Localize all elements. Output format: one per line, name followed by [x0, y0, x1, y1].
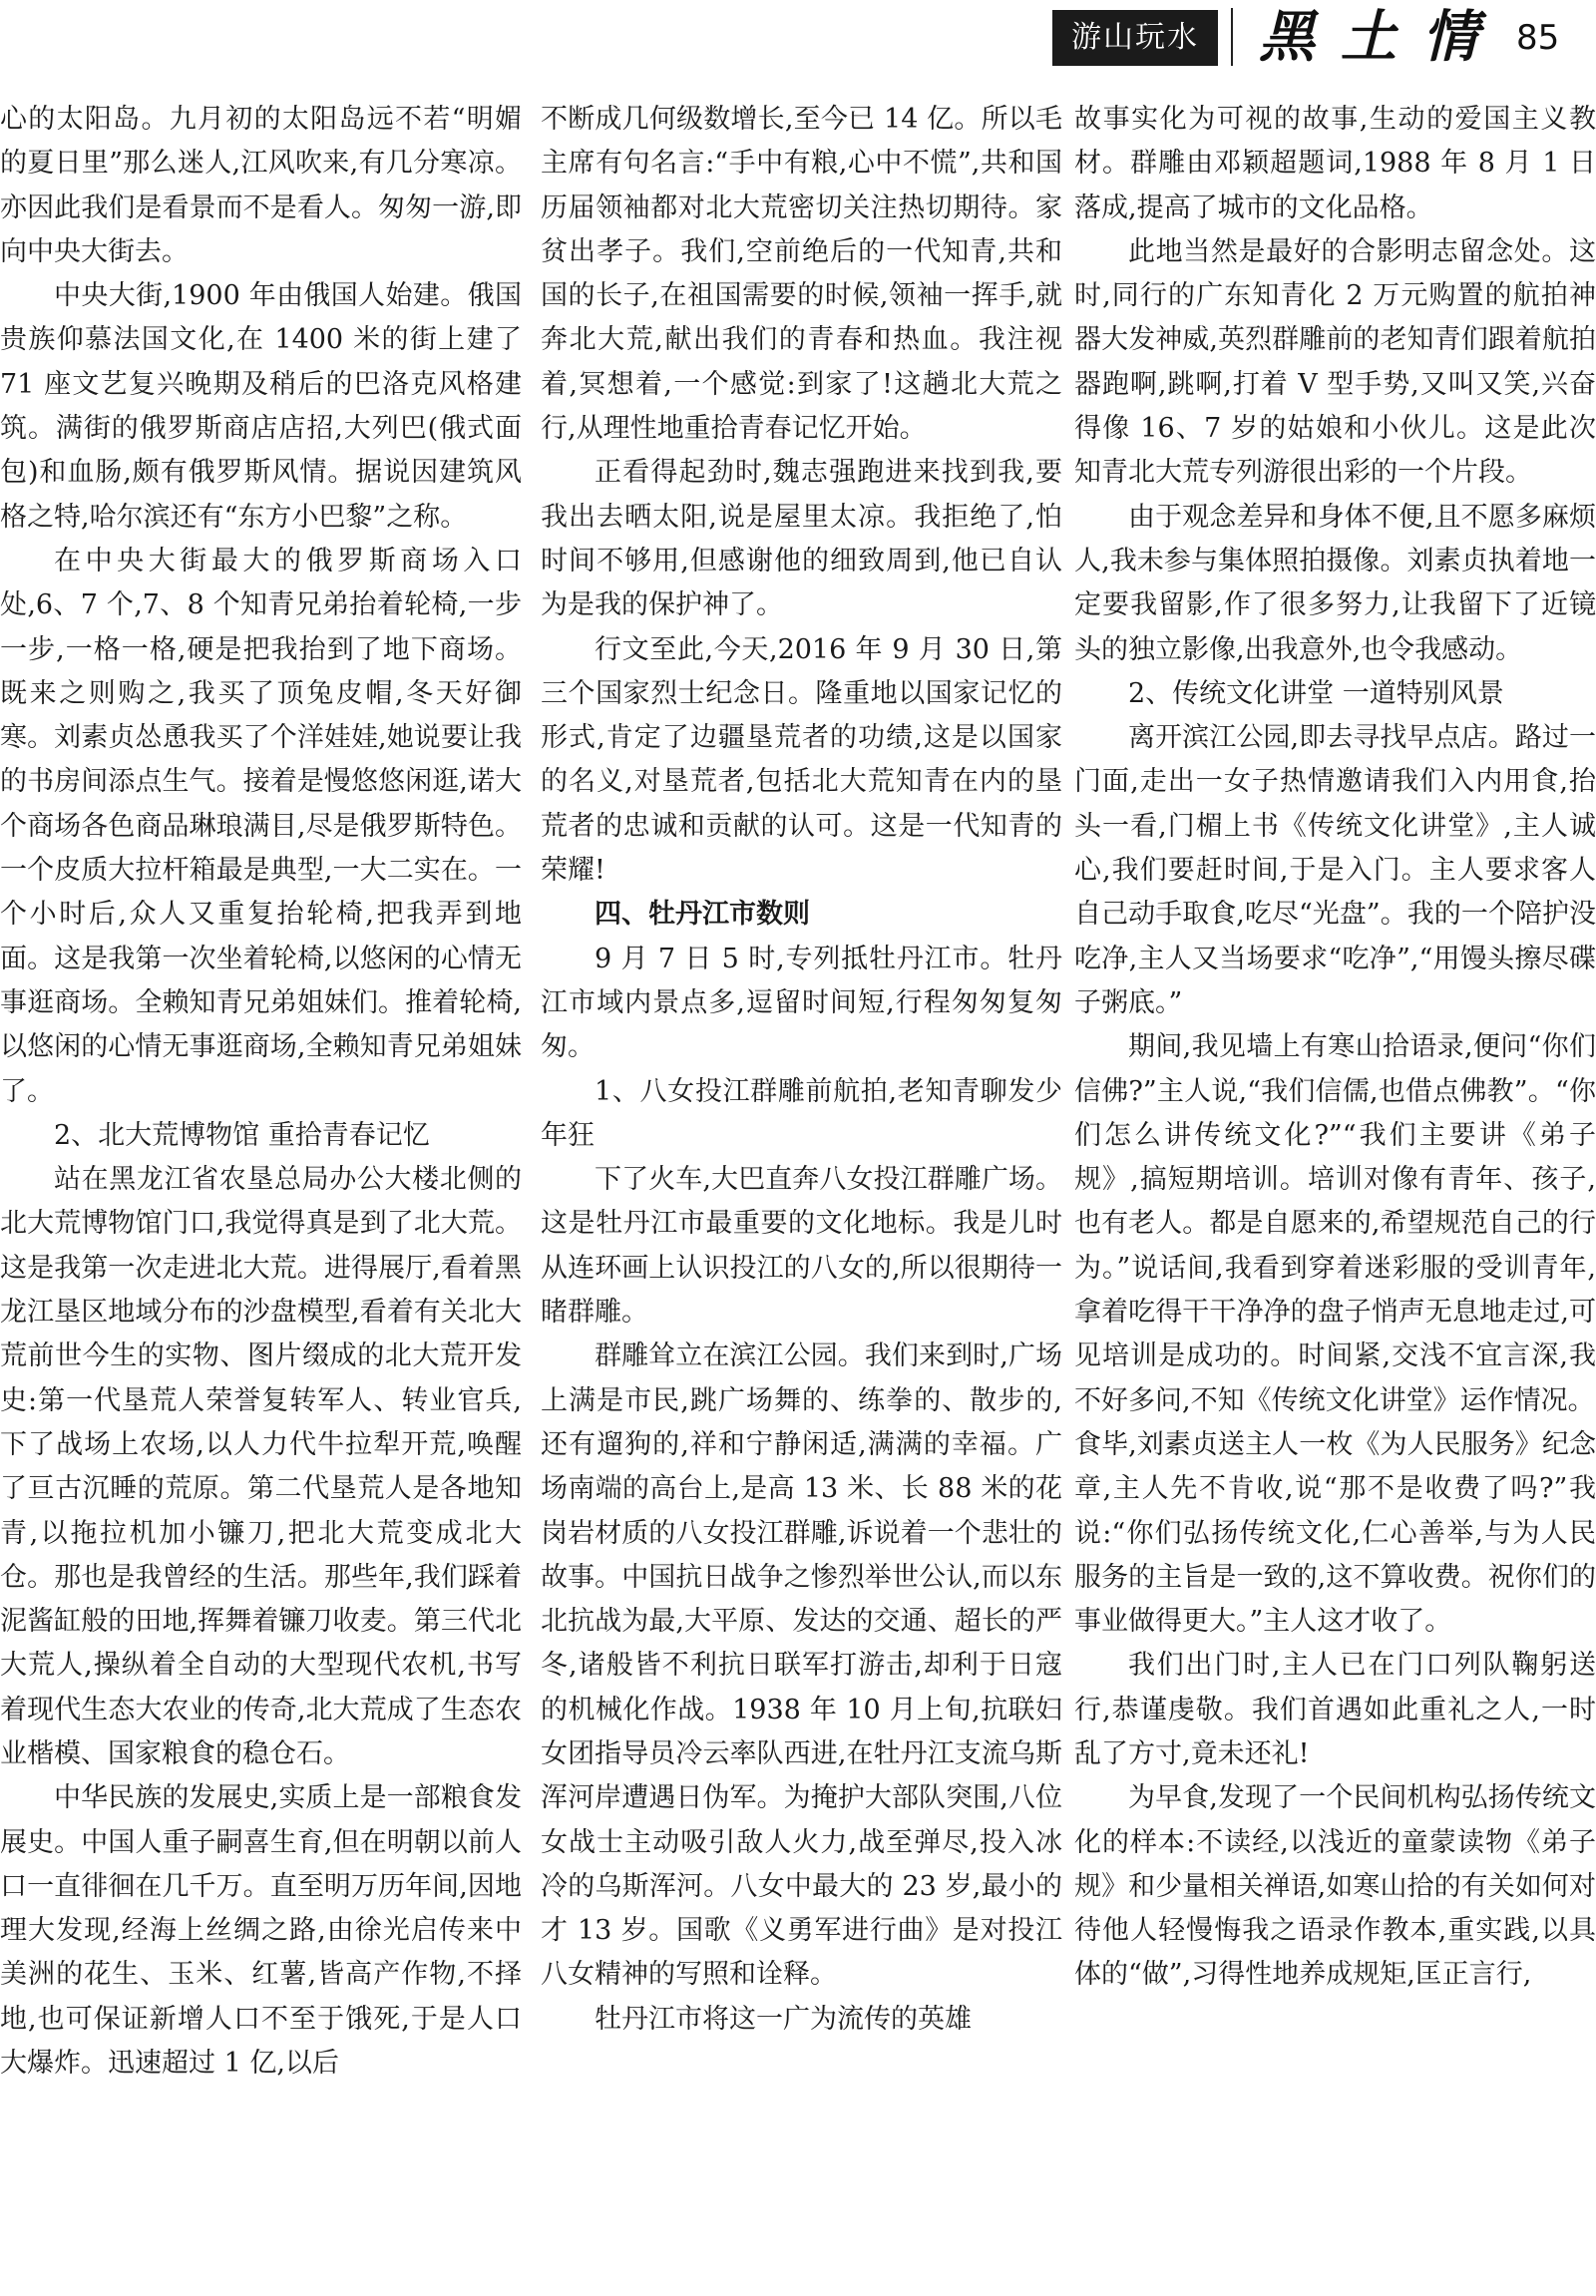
magazine-title: 黑土情 [1259, 4, 1504, 70]
section-heading: 四、牡丹江市数则 [595, 899, 810, 931]
paragraph: 在中央大街最大的俄罗斯商场入口处,6、7 个,7、8 个知青兄弟抬着轮椅,一步一步,一格一格,硬是把我抬到了地下商场。既来之则购之,我买了顶兔皮帽,冬天好御寒。刘素贞怂恿我买了个洋娃娃,她说要让我的书房间添点生气。接着是慢悠悠闲逛,诺大个商场各色商品琳琅满目,尽是俄罗斯特色。一个皮质大拉杆箱最是典型,一大二实在。一个小时后,众人又重复抬轮椅,把我弄到地面。这是我第一次坐着轮椅,以悠闲的心情无事逛商场。全赖知青兄弟姐妹们。推着轮椅,以悠闲的心情无事逛商场,全赖知青兄弟姐妹了。 [0, 545, 522, 1107]
article-column-2 [541, 98, 1062, 2296]
paragraph: 下了火车,大巴直奔八女投江群雕广场。这是牡丹江市最重要的文化地标。我是儿时从连环画上认识投江的八女的,所以很期待一睹群雕。 [541, 1164, 1062, 1329]
paragraph: 我们出门时,主人已在门口列队鞠躬送行,恭谨虔敬。我们首遇如此重礼之人,一时乱了方寸,竟未还礼! [1074, 1650, 1596, 1769]
paragraph: 行文至此,今天,2016 年 9 月 30 日,第三个国家烈士纪念日。隆重地以国家记忆的形式,肯定了边疆垦荒者的功绩,这是以国家的名义,对垦荒者,包括北大荒知青在内的垦荒者的忠诚和贡献的认可。这是一代知青的荣耀! [541, 633, 1062, 887]
paragraph: 为早食,发现了一个民间机构弘扬传统文化的样本:不读经,以浅近的童蒙读物《弟子规》和少量相关禅语,如寒山拾的有关如何对待他人轻慢悔我之语录作教本,重实践,以具体的“做”,习得性地养成规矩,匡正言行, [1074, 1782, 1596, 1991]
page-header [0, 0, 1596, 80]
paragraph: 9 月 7 日 5 时,专列抵牡丹江市。牡丹江市域内景点多,逗留时间短,行程匆匆复匆匆。 [541, 943, 1062, 1063]
article-column-3 [1074, 98, 1596, 2296]
paragraph: 故事实化为可视的故事,生动的爱国主义教材。群雕由邓颖超题词,1988 年 8 月 1 日落成,提高了城市的文化品格。 [1074, 104, 1596, 223]
paragraph: 正看得起劲时,魏志强跑进来找到我,要我出去晒太阳,说是屋里太凉。我拒绝了,怕时间不够用,但感谢他的细致周到,他已自认为是我的保护神了。 [541, 457, 1062, 621]
subsection-heading: 1、八女投江群雕前航拍,老知青聊发少年狂 [541, 1075, 1062, 1151]
article-column-1 [0, 98, 522, 2296]
paragraph: 群雕耸立在滨江公园。我们来到时,广场上满是市民,跳广场舞的、练拳的、散步的,还有遛狗的,祥和宁静闲适,满满的幸福。广场南端的高台上,是高 13 米、长 88 米的花岗岩材质的八女投江群雕,诉说着一个悲壮的故事。中国抗日战争之惨烈举世公认,而以东北抗战为最,大平原、发达的交通、超长的严冬,诸般皆不利抗日联军打游击,却利于日寇的机械化作战。1938 年 10 月上旬,抗联妇女团指导员冷云率队西进,在牡丹江支流乌斯浑河岸遭遇日伪军。为掩护大部队突围,八位女战士主动吸引敌人火力,战至弹尽,投入冰冷的乌斯浑河。八女中最大的 23 岁,最小的才 13 岁。国歌《义勇军进行曲》是对投江八女精神的写照和诠释。 [541, 1340, 1062, 1991]
paragraph: 中华民族的发展史,实质上是一部粮食发展史。中国人重子嗣喜生育,但在明朝以前人口一直徘徊在几千万。直至明万历年间,因地理大发现,经海上丝绸之路,由徐光启传来中美洲的花生、玉米、红薯,皆高产作物,不择地,也可保证新增人口不至于饿死,于是人口大爆炸。迅速超过 1 亿,以后 [0, 1782, 522, 2080]
page-number: 85 [1516, 18, 1560, 58]
header-divider [1231, 8, 1233, 66]
paragraph: 不断成几何级数增长,至今已 14 亿。所以毛主席有句名言:“手中有粮,心中不慌”,共和国历届领袖都对北大荒密切关注热切期待。家贫出孝子。我们,空前绝后的一代知青,共和国的长子,在祖国需要的时候,领袖一挥手,就奔北大荒,献出我们的青春和热血。我注视着,冥想着,一个感觉:到家了!这趟北大荒之行,从理性地重拾青春记忆开始。 [541, 104, 1062, 445]
paragraph: 离开滨江公园,即去寻找早点店。路过一门面,走出一女子热情邀请我们入内用食,抬头一看,门楣上书《传统文化讲堂》,主人诚心,我们要赶时间,于是入门。主人要求客人自己动手取食,吃尽“光盘”。我的一个陪护没吃净,主人又当场要求“吃净”,“用馒头擦尽碟子粥底。” [1074, 722, 1596, 1018]
subsection-heading: 2、传统文化讲堂 一道特别风景 [1128, 677, 1504, 709]
subsection-heading: 2、北大荒博物馆 重拾青春记忆 [54, 1119, 430, 1151]
paragraph: 由于观念差异和身体不便,且不愿多麻烦人,我未参与集体照拍摄像。刘素贞执着地一定要我留影,作了很多努力,让我留下了近镜头的独立影像,出我意外,也令我感动。 [1074, 501, 1596, 665]
paragraph: 心的太阳岛。九月初的太阳岛远不若“明媚的夏日里”那么迷人,江风吹来,有几分寒凉。亦因此我们是看景而不是看人。匆匆一游,即向中央大街去。 [0, 104, 522, 267]
paragraph: 牡丹江市将这一广为流传的英雄 [595, 2003, 972, 2035]
paragraph: 期间,我见墙上有寒山拾语录,便问“你们信佛?”主人说,“我们信儒,也借点佛教”。“你们怎么讲传统文化?”“我们主要讲《弟子规》,搞短期培训。培训对像有青年、孩子,也有老人。都是自愿来的,希望规范自己的行为。”说话间,我看到穿着迷彩服的受训青年,拿着吃得干干净净的盘子悄声无息地走过,可见培训是成功的。时间紧,交浅不宜言深,我不好多问,不知《传统文化讲堂》运作情况。 [1074, 1031, 1596, 1416]
paragraph: 中央大街,1900 年由俄国人始建。俄国贵族仰慕法国文化,在 1400 米的街上建了 71 座文艺复兴晚期及稍后的巴洛克风格建筑。满街的俄罗斯商店店招,大列巴(俄式面包)和血肠,颇有俄罗斯风情。据说因建筑风格之特,哈尔滨还有“东方小巴黎”之称。 [0, 280, 522, 533]
paragraph: 此地当然是最好的合影明志留念处。这时,同行的广东知青化 2 万元购置的航拍神器大发神威,英烈群雕前的老知青们跟着航拍器跑啊,跳啊,打着 V 型手势,又叫又笑,兴奋得像 16、7 岁的姑娘和小伙儿。这是此次知青北大荒专列游很出彩的一个片段。 [1074, 235, 1596, 489]
section-badge: 游山玩水 [1052, 10, 1218, 66]
paragraph: 站在黑龙江省农垦总局办公大楼北侧的北大荒博物馆门口,我觉得真是到了北大荒。这是我第一次走进北大荒。进得展厅,看着黑龙江垦区地域分布的沙盘模型,看着有关北大荒前世今生的实物、图片缀成的北大荒开发史:第一代垦荒人荣誉复转军人、转业官兵,下了战场上农场,以人力代牛拉犁开荒,唤醒了亘古沉睡的荒原。第二代垦荒人是各地知青,以拖拉机加小镰刀,把北大荒变成北大仓。那也是我曾经的生活。那些年,我们踩着泥酱缸般的田地,挥舞着镰刀收麦。第三代北大荒人,操纵着全自动的大型现代农机,书写着现代生态大农业的传奇,北大荒成了生态农业楷模、国家粮食的稳仓石。 [0, 1164, 522, 1769]
paragraph: 食毕,刘素贞送主人一枚《为人民服务》纪念章,主人先不肯收,说“那不是收费了吗?”我说:“你们弘扬传统文化,仁心善举,与为人民服务的主旨是一致的,这不算收费。祝你们的事业做得更大。”主人这才收了。 [1074, 1428, 1596, 1638]
